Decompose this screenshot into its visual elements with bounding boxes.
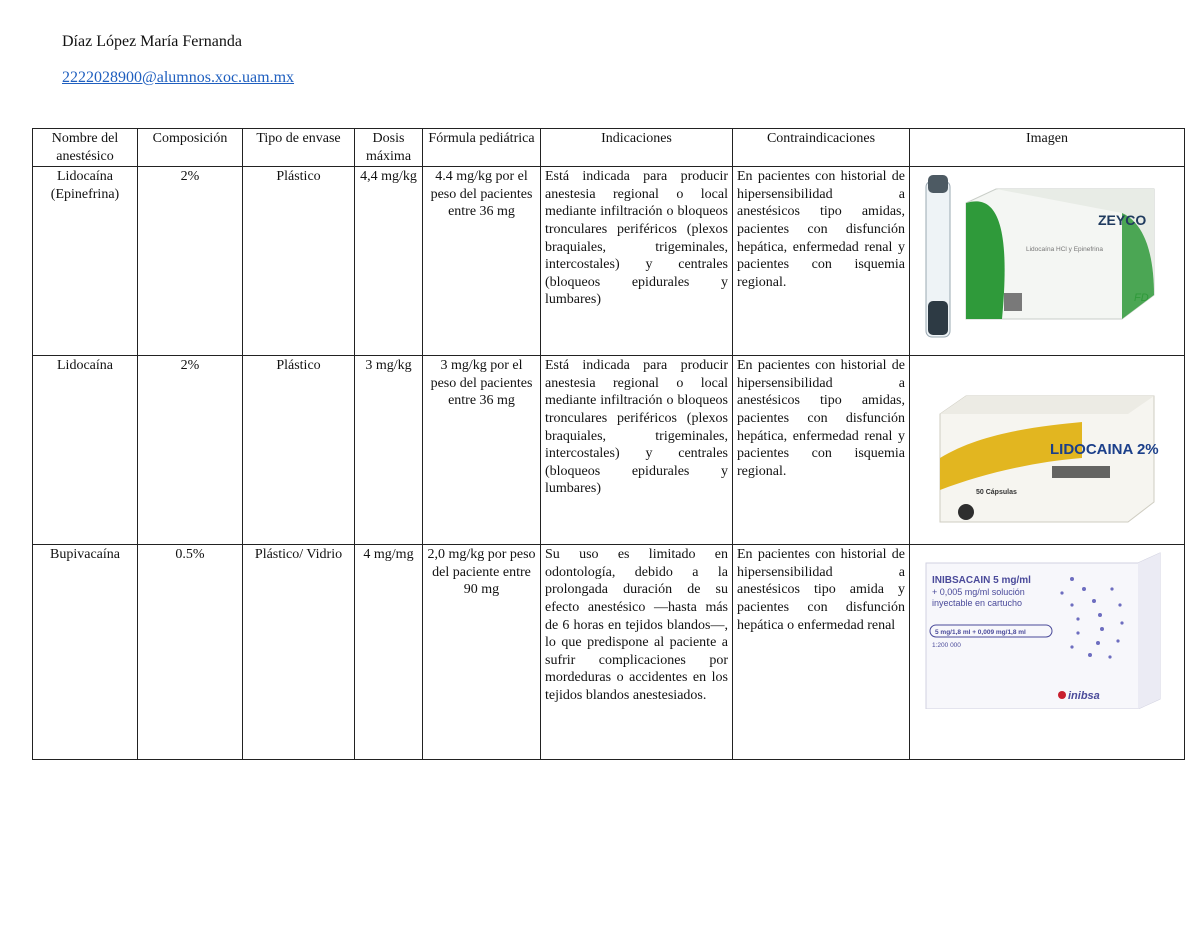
cell-formula: 4.4 mg/kg por el peso del pacientes entre 36 mg [423, 167, 541, 356]
box-title-1: INIBSACAIN 5 mg/ml [932, 575, 1031, 587]
box-ratio: 1:200 000 [932, 642, 961, 650]
cell-dosis: 4 mg/mg [355, 545, 423, 760]
header-contraindicaciones: Contraindicaciones [733, 129, 910, 167]
header-nombre: Nombre del anestésico [33, 129, 138, 167]
cell-nombre: Lidocaína (Epinefrina) [33, 167, 138, 356]
anesthetics-table [32, 128, 1185, 760]
box-contents: 50 Cápsulas [976, 489, 1017, 497]
cell-contraindicaciones: En pacientes con historial de hipersensibilidad a anestésicos tipo amidas, pacientes con disfunción hepática, enfermedad renal y pacientes con isquemia regional. [733, 356, 910, 545]
cell-composicion: 0.5% [138, 545, 243, 760]
vial-top [928, 175, 948, 193]
logo-mark [958, 504, 974, 520]
email-link[interactable]: 2222028900@alumnos.xoc.uam.mx [62, 69, 295, 86]
cell-nombre: Lidocaína [33, 356, 138, 545]
header-indicaciones: Indicaciones [541, 129, 733, 167]
bupivacaine-product-image [922, 549, 1162, 709]
cell-envase: Plástico/ Vidrio [243, 545, 355, 760]
cell-indicaciones: Está indicada para producir anestesia regional o local mediante infiltración o bloqueos tronculares periféricos (plexos braquiales, trigeminales, intercostales) y centrales (bloqueos epidurales y lumbares) [541, 356, 733, 545]
box-product-text: Lidocaína HCl y Epinefrina [1026, 246, 1103, 254]
barcode [1052, 466, 1110, 478]
box-title-3: inyectable en cartucho [932, 598, 1023, 609]
cell-imagen [910, 545, 1185, 760]
cell-contraindicaciones: En pacientes con historial de hipersensibilidad a anestésicos tipo amidas, pacientes con disfunción hepática, enfermedad renal y pacientes con isquemia regional. [733, 167, 910, 356]
box-brand: LIDOCAINA 2% [1050, 441, 1159, 459]
header-imagen: Imagen [910, 129, 1185, 167]
cell-indicaciones: Está indicada para producir anestesia regional o local mediante infiltración o bloqueos tronculares periféricos (plexos braquiales, trigeminales, intercostales) y centrales (bloqueos epidurales y lumbares) [541, 167, 733, 356]
cell-dosis: 3 mg/kg [355, 356, 423, 545]
box-mark: FD [1134, 292, 1149, 305]
header-formula: Fórmula pediátrica [423, 129, 541, 167]
cell-formula: 2,0 mg/kg por peso del paciente entre 90 mg [423, 545, 541, 760]
cell-formula: 3 mg/kg por el peso del pacientes entre 36 mg [423, 356, 541, 545]
box-dose: 5 mg/1,8 ml + 0,009 mg/1,8 ml [935, 629, 1026, 637]
cell-composicion: 2% [138, 356, 243, 545]
header-envase: Tipo de envase [243, 129, 355, 167]
table-row [33, 167, 1185, 356]
cell-envase: Plástico [243, 356, 355, 545]
header-dosis: Dosis máxima [355, 129, 423, 167]
author-name: Díaz López María Fernanda [62, 33, 242, 50]
header-row [33, 129, 1185, 167]
qr-code [1004, 293, 1022, 311]
cell-indicaciones: Su uso es limitado en odontología, debido a la prolongada duración de su efecto anestésico —hasta más de 6 horas en tejidos blandos—, lo que predispone al paciente a sufrir complicaciones por mordeduras o accidentes en los tejidos blandos anestesiados. [541, 545, 733, 760]
cell-dosis: 4,4 mg/kg [355, 167, 423, 356]
table-row [33, 545, 1185, 760]
box-side [1138, 553, 1160, 709]
cell-nombre: Bupivacaína [33, 545, 138, 760]
box-brand: inibsa [1068, 690, 1100, 703]
header-composicion: Composición [138, 129, 243, 167]
lidocaine-epinephrine-product-image [922, 173, 1162, 343]
cell-contraindicaciones: En pacientes con historial de hipersensibilidad a anestésicos tipo amida y pacientes con disfunción hepática o enfermedad renal [733, 545, 910, 760]
box-title-2: + 0,005 mg/ml solución [932, 587, 1025, 598]
box-top [940, 396, 1154, 414]
box-brand: ZEYCO [1098, 212, 1147, 229]
lidocaine-product-image [922, 362, 1162, 532]
cell-envase: Plástico [243, 167, 355, 356]
table-row [33, 356, 1185, 545]
brand-logo-icon [1058, 691, 1066, 699]
cell-imagen [910, 356, 1185, 545]
vial-cap [928, 301, 948, 335]
cell-composicion: 2% [138, 167, 243, 356]
cell-imagen [910, 167, 1185, 356]
